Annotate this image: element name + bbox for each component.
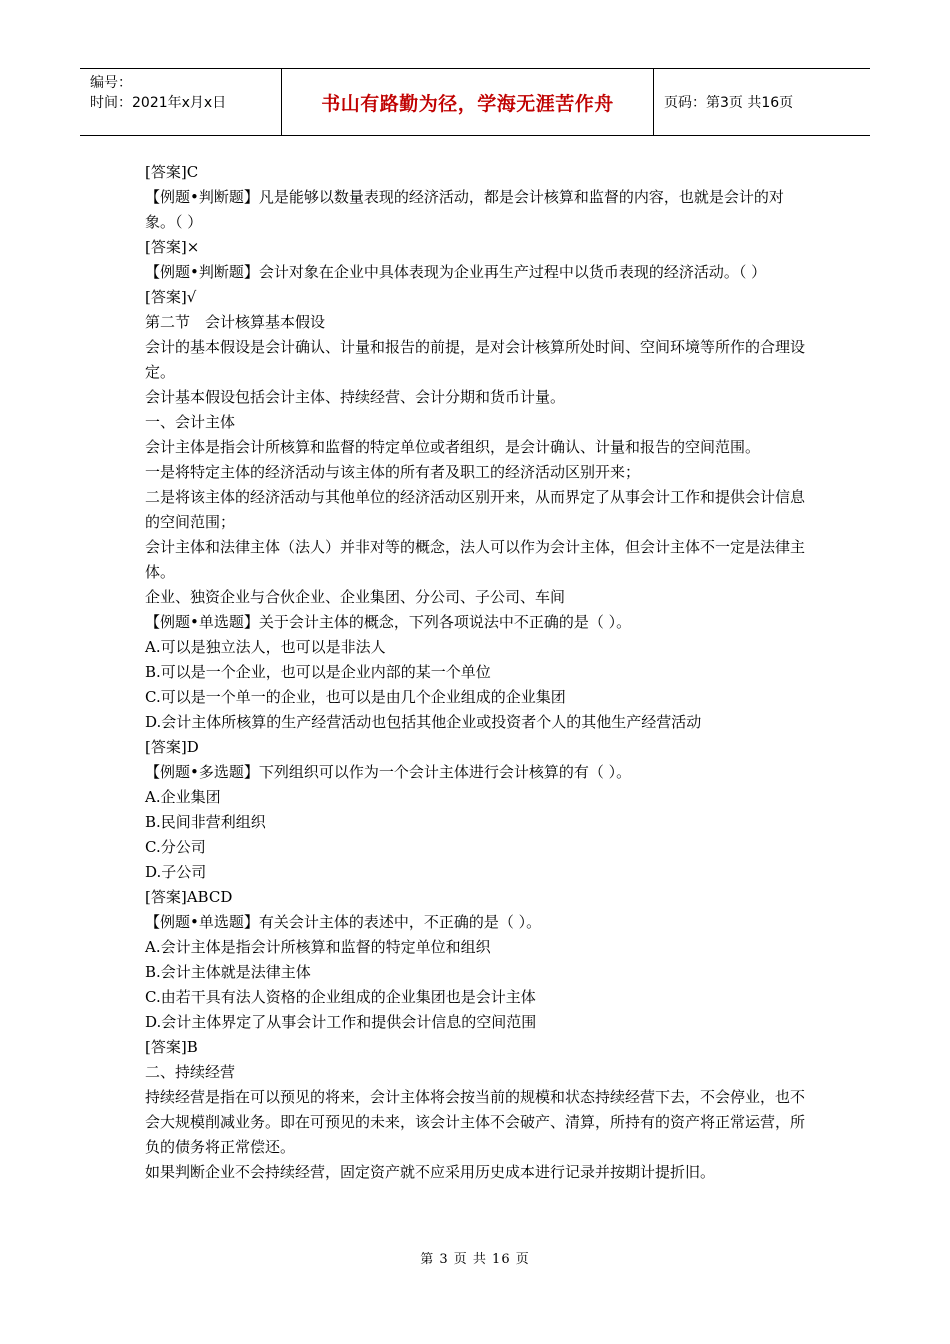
body-paragraph: 会计基本假设包括会计主体、持续经营、会计分期和货币计量。 xyxy=(145,388,566,406)
body-paragraph: D.子公司 xyxy=(145,863,207,881)
body-paragraph: 一、会计主体 xyxy=(145,413,236,431)
body-paragraph: C.由若干具有法人资格的企业组成的企业集团也是会计主体 xyxy=(145,988,536,1006)
body-paragraph: 会计的基本假设是会计确认、计量和报告的前提，是对会计核算所处时间、空间环境等所作的合理设定。 xyxy=(145,338,806,381)
body-paragraph: 会计主体和法律主体（法人）并非对等的概念，法人可以作为会计主体，但会计主体不一定是法律主体。 xyxy=(145,538,806,581)
page-header xyxy=(80,68,870,136)
body-paragraph: B.会计主体就是法律主体 xyxy=(145,963,311,981)
body-paragraph: 【例题•单选题】关于会计主体的概念，下列各项说法中不正确的是（ ）。 xyxy=(145,613,632,631)
body-paragraph: [答案]√ xyxy=(145,288,197,306)
body-paragraph: [答案]× xyxy=(145,238,200,256)
body-paragraph: 企业、独资企业与合伙企业、企业集团、分公司、子公司、车间 xyxy=(145,588,566,606)
header-page-info: 页码：第3页 共16页 xyxy=(664,95,794,111)
body-paragraph: 第二节 会计核算基本假设 xyxy=(145,313,326,331)
body-paragraph: C.分公司 xyxy=(145,838,206,856)
body-paragraph: 【例题•判断题】会计对象在企业中具体表现为企业再生产过程中以货币表现的经济活动。（ ） xyxy=(145,263,767,281)
body-paragraph: 持续经营是指在可以预见的将来，会计主体将会按当前的规模和状态持续经营下去，不会停业，也不会大规模削减业务。即在可预见的未来，该会计主体不会破产、清算，所持有的资产将正常运营，所负的债务将正常偿还。 xyxy=(145,1088,806,1156)
body-paragraph: 【例题•多选题】下列组织可以作为一个会计主体进行会计核算的有（ ）。 xyxy=(145,763,632,781)
header-motto: 书山有路勤为径，学海无涯苦作舟 xyxy=(282,69,654,135)
page-footer: 第 3 页 共 16 页 xyxy=(420,1252,530,1267)
body-paragraph: A.企业集团 xyxy=(145,788,221,806)
body-paragraph: A.会计主体是指会计所核算和监督的特定单位和组织 xyxy=(145,938,491,956)
body-paragraph: 【例题•单选题】有关会计主体的表述中，不正确的是（ ）。 xyxy=(145,913,542,931)
body-paragraph: 二是将该主体的经济活动与其他单位的经济活动区别开来，从而界定了从事会计工作和提供会计信息的空间范围； xyxy=(145,488,806,531)
body-paragraph: [答案]B xyxy=(145,1038,198,1056)
header-meta xyxy=(80,69,282,135)
body-paragraph: B.可以是一个企业，也可以是企业内部的某一个单位 xyxy=(145,663,491,681)
body-paragraph: 一是将特定主体的经济活动与该主体的所有者及职工的经济活动区别开来； xyxy=(145,463,641,481)
body-paragraph: C.可以是一个单一的企业，也可以是由几个企业组成的企业集团 xyxy=(145,688,566,706)
body-paragraph: [答案]ABCD xyxy=(145,888,233,906)
body-paragraph: A.可以是独立法人，也可以是非法人 xyxy=(145,638,386,656)
body-paragraph: D.会计主体所核算的生产经营活动也包括其他企业或投资者个人的其他生产经营活动 xyxy=(145,713,702,731)
doc-number-label: 编号： xyxy=(90,75,132,91)
document-body xyxy=(145,160,810,1185)
body-paragraph: [答案]D xyxy=(145,738,199,756)
doc-time-label: 时间：2021年x月x日 xyxy=(90,95,227,111)
body-paragraph: [答案]C xyxy=(145,163,199,181)
body-paragraph: 二、持续经营 xyxy=(145,1063,236,1081)
body-paragraph: B.民间非营利组织 xyxy=(145,813,266,831)
body-paragraph: 会计主体是指会计所核算和监督的特定单位或者组织，是会计确认、计量和报告的空间范围。 xyxy=(145,438,761,456)
body-paragraph: D.会计主体界定了从事会计工作和提供会计信息的空间范围 xyxy=(145,1013,537,1031)
body-paragraph: 【例题•判断题】凡是能够以数量表现的经济活动，都是会计核算和监督的内容，也就是会计的对象。（ ） xyxy=(145,188,784,231)
body-paragraph: 如果判断企业不会持续经营，固定资产就不应采用历史成本进行记录并按期计提折旧。 xyxy=(145,1163,716,1181)
